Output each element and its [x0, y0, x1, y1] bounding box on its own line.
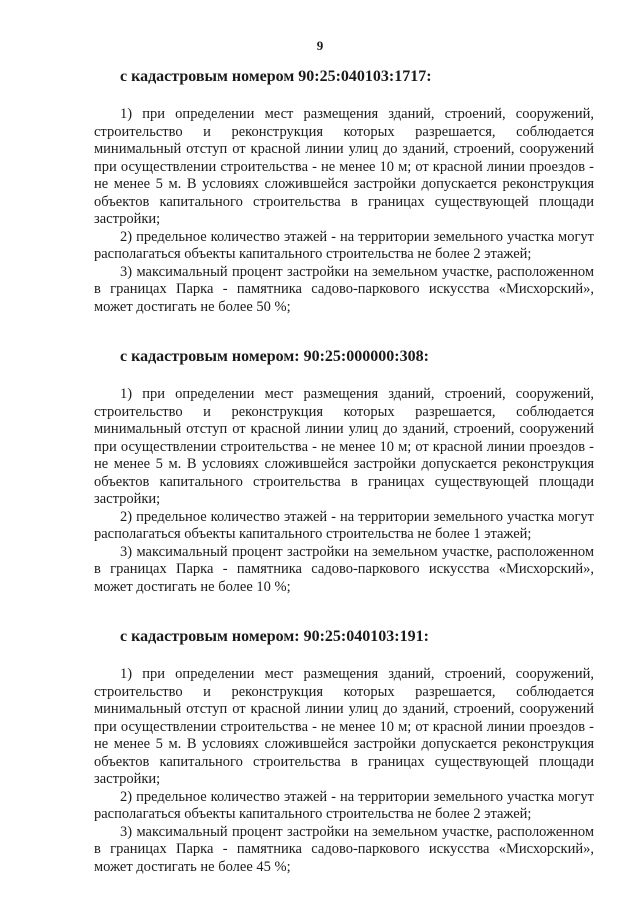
section-191: [94, 626, 594, 876]
paragraph-coverage: 3) максимальный процент застройки на земельном участке, расположенном в границах Парка - памятника садово-паркового искусства «Мисхорский», может достигать не более 50 %;: [94, 263, 594, 315]
paragraph-floors: 2) предельное количество этажей - на территории земельного участка могут располагаться объекты капитального строительства не более 1 этажей;: [94, 508, 594, 542]
paragraph-setback: 1) при определении мест размещения зданий, строений, сооружений, строительство и реконструкция которых разрешается, соблюдается минимальный отступ от красной линии улиц до зданий, строений, сооружений при осуществлении строительства - не менее 10 м; от красной линии проездов - не менее 5 м. В условиях сложившейся застройки допускается реконструкция объектов капитального строительства в границах существующей площади застройки;: [94, 106, 594, 227]
paragraph-floors: 2) предельное количество этажей - на территории земельного участка могут располагаться объекты капитального строительства не более 2 этажей;: [94, 788, 594, 822]
section-heading: с кадастровым номером: 90:25:040103:191:: [120, 628, 429, 645]
page-number: 9: [316, 38, 324, 53]
document-body: [94, 66, 594, 876]
section-308: [94, 346, 594, 596]
paragraph-coverage: 3) максимальный процент застройки на земельном участке, расположенном в границах Парка - памятника садово-паркового искусства «Мисхорский», может достигать не более 10 %;: [94, 543, 594, 595]
section-1717: [94, 66, 594, 316]
paragraph-coverage: 3) максимальный процент застройки на земельном участке, расположенном в границах Парка - памятника садово-паркового искусства «Мисхорский», может достигать не более 45 %;: [94, 823, 594, 875]
section-heading: с кадастровым номером: 90:25:000000:308:: [120, 348, 429, 365]
section-heading: с кадастровым номером 90:25:040103:1717:: [120, 68, 432, 85]
paragraph-floors: 2) предельное количество этажей - на территории земельного участка могут располагаться объекты капитального строительства не более 2 этажей;: [94, 228, 594, 262]
paragraph-setback: 1) при определении мест размещения зданий, строений, сооружений, строительство и реконструкция которых разрешается, соблюдается минимальный отступ от красной линии улиц до зданий, строений, сооружений при осуществлении строительства - не менее 10 м; от красной линии проездов - не менее 5 м. В условиях сложившейся застройки допускается реконструкция объектов капитального строительства в границах существующей площади застройки;: [94, 386, 594, 507]
paragraph-setback: 1) при определении мест размещения зданий, строений, сооружений, строительство и реконструкция которых разрешается, соблюдается минимальный отступ от красной линии улиц до зданий, строений, сооружений при осуществлении строительства - не менее 10 м; от красной линии проездов - не менее 5 м. В условиях сложившейся застройки допускается реконструкция объектов капитального строительства в границах существующей площади застройки;: [94, 666, 594, 787]
